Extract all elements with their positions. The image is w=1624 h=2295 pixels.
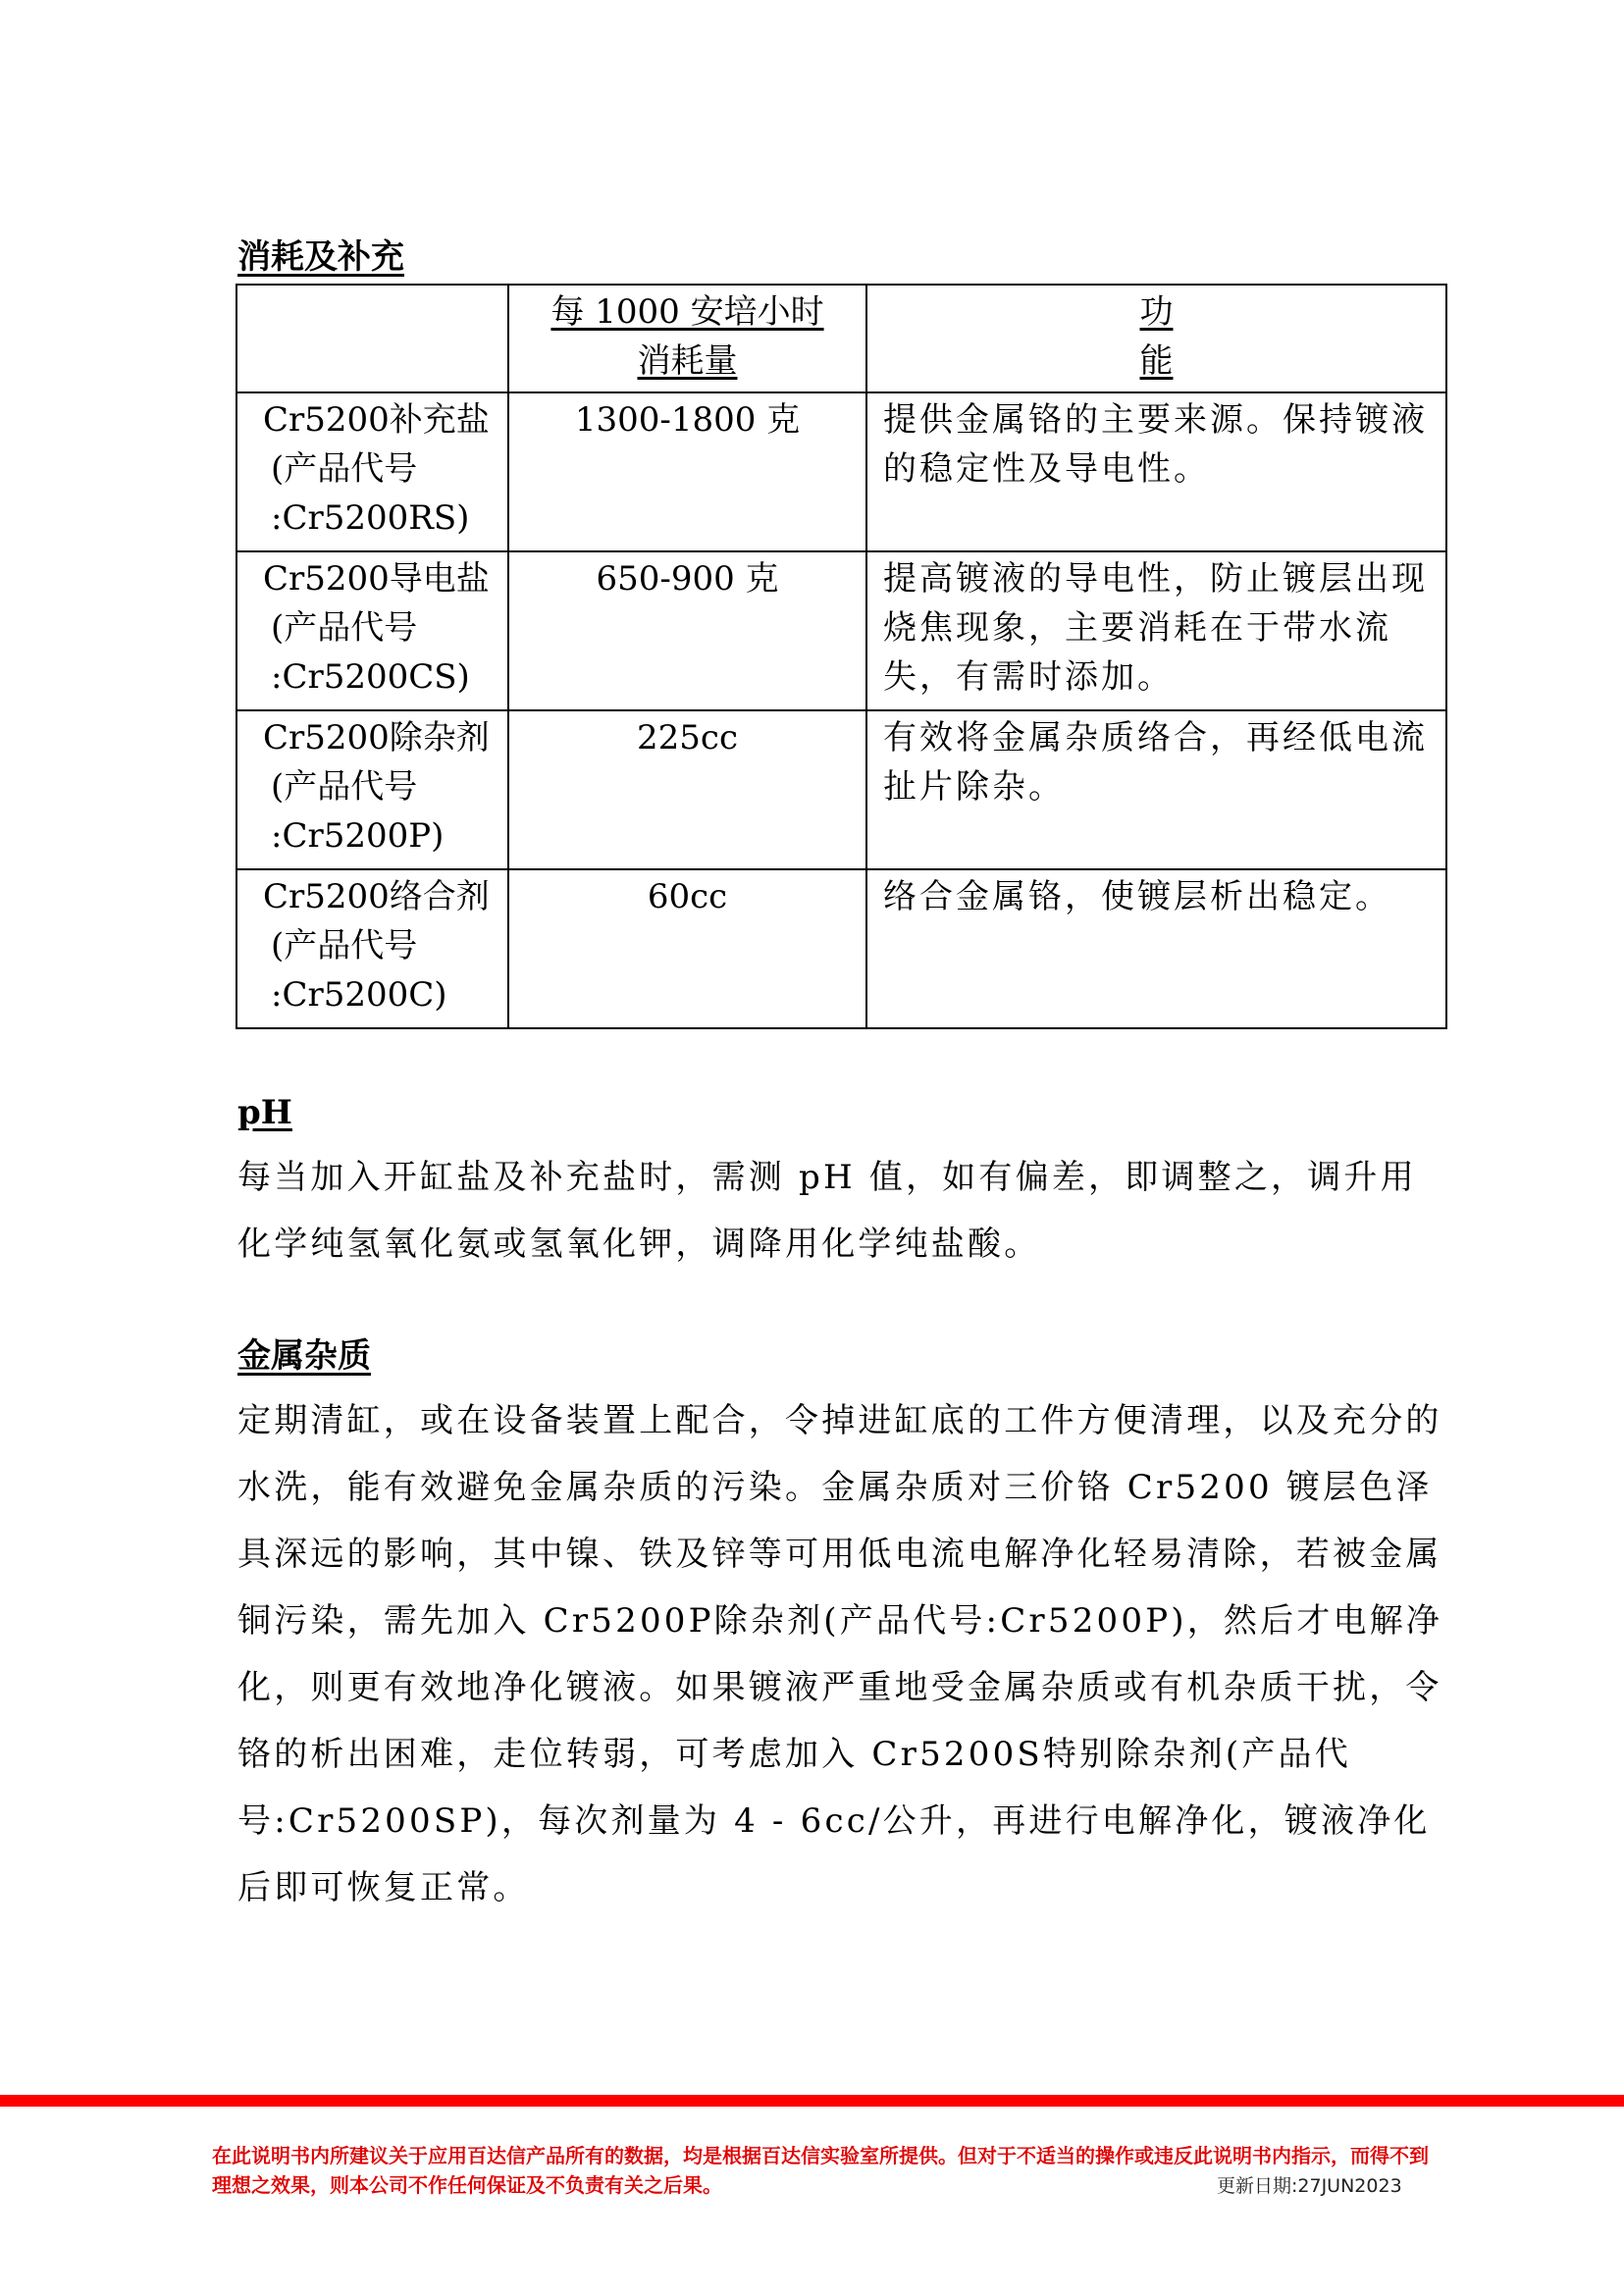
footer-divider — [0, 2095, 1624, 2107]
consumption-amount: 1300-1800 克 — [508, 392, 866, 551]
function-description: 络合金属铬，使镀层析出稳定。 — [866, 869, 1446, 1028]
consumption-amount: 60cc — [508, 869, 866, 1028]
ph-heading: pH — [237, 1093, 292, 1132]
consumption-amount: 650-900 克 — [508, 551, 866, 710]
product-name-cell — [236, 710, 508, 869]
product-code-label: (产品代号 — [271, 449, 418, 489]
product-code-label: (产品代号 — [271, 608, 418, 648]
table-row — [236, 710, 1446, 869]
function-description: 提供金属铬的主要来源。保持镀液的稳定性及导电性。 — [866, 392, 1446, 551]
product-code: :Cr5200RS) — [271, 498, 470, 538]
product-name: Cr5200除杂剂 — [263, 718, 490, 757]
header-function-line1: 功 — [1139, 292, 1174, 332]
table-header-row — [236, 285, 1446, 392]
metal-impurities-paragraph: 定期清缸，或在设备装置上配合，令掉进缸底的工件方便清理，以及充分的水洗，能有效避免金属杂质的污染。金属杂质对三价铬 Cr5200 镀层色泽具深远的影响，其中镍、铁及锌等可用低电流电解净化轻易清除，若被金属铜污染，需先加入 Cr5200P除杂剂(产品代号:Cr5200P)，然后才电解净化，则更有效地净化镀液。如果镀液严重地受金属杂质或有机杂质干扰，令铬的析出困难，走位转弱，可考虑加入 Cr5200S特别除杂剂(产品代号:Cr5200SP)，每次剂量为 4 - 6cc/公升，再进行电解净化，镀液净化后即可恢复正常。 — [237, 1401, 1443, 1907]
product-code-label: (产品代号 — [271, 767, 418, 807]
function-description: 有效将金属杂质络合，再经低电流扯片除杂。 — [866, 710, 1446, 869]
consumption-heading: 消耗及补充 — [237, 237, 404, 277]
table-row — [236, 869, 1446, 1028]
header-cell-blank — [236, 285, 508, 392]
footer-disclaimer: 在此说明书内所建议关于应用百达信产品所有的数据，均是根据百达信实验室所提供。但对于不适当的操作或违反此说明书内指示，而得不到理想之效果，则本公司不作任何保证及不负责有关之后果。 — [212, 2144, 1429, 2197]
metal-impurities-heading: 金属杂质 — [237, 1336, 371, 1376]
consumption-table — [236, 284, 1447, 1029]
product-name: Cr5200补充盐 — [263, 400, 490, 440]
product-name: Cr5200导电盐 — [263, 559, 490, 599]
consumption-table-wrapper — [236, 284, 1445, 1029]
table-row — [236, 392, 1446, 551]
product-name: Cr5200络合剂 — [263, 877, 490, 916]
header-function-line2: 能 — [1139, 341, 1174, 381]
header-cell-function — [866, 285, 1446, 392]
header-consumption-line2: 消耗量 — [637, 341, 738, 381]
product-code: :Cr5200CS) — [271, 657, 470, 697]
header-cell-consumption — [508, 285, 866, 392]
function-description: 提高镀液的导电性，防止镀层出现烧焦现象，主要消耗在于带水流失，有需时添加。 — [866, 551, 1446, 710]
product-name-cell — [236, 392, 508, 551]
consumption-amount: 225cc — [508, 710, 866, 869]
product-code-label: (产品代号 — [271, 926, 418, 965]
product-code: :Cr5200C) — [271, 975, 447, 1015]
product-name-cell — [236, 869, 508, 1028]
product-name-cell — [236, 551, 508, 710]
product-code: :Cr5200P) — [271, 816, 445, 856]
ph-paragraph: 每当加入开缸盐及补充盐时，需测 pH 值，如有偏差，即调整之，调升用化学纯氢氧化氨或氢氧化钾，调降用化学纯盐酸。 — [237, 1158, 1417, 1264]
header-consumption-line1: 每 1000 安培小时 — [550, 292, 824, 332]
footer-update-date: 更新日期:27JUN2023 — [1217, 2175, 1402, 2197]
table-row — [236, 551, 1446, 710]
